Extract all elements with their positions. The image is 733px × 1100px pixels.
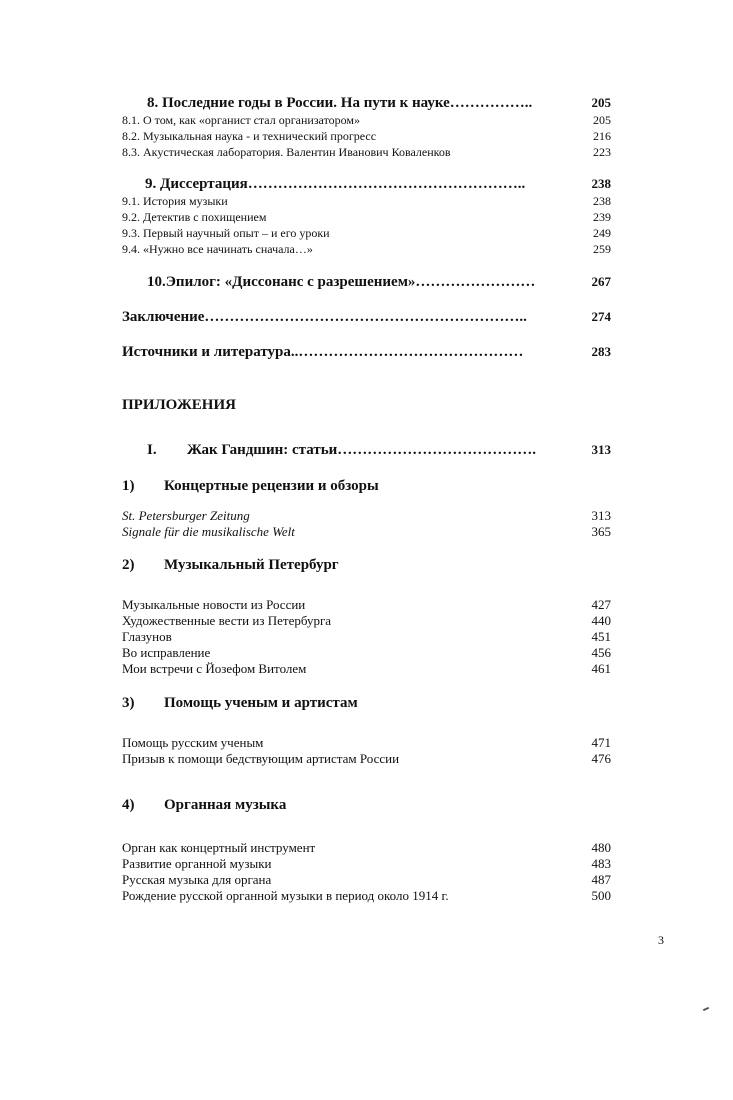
item-page: 456 [591,645,611,660]
subitem-page: 238 [593,194,611,208]
subitem-page: 249 [593,226,611,240]
item-title: St. Petersburger Zeitung [122,508,250,523]
toc-conclusion [0,308,733,326]
item-page: 483 [591,856,611,871]
item-title: Орган как концертный инструмент [122,840,316,855]
appendices-heading [0,396,733,414]
toc-subitem [0,240,733,258]
subitem-page: 205 [593,113,611,127]
section-number: 2) [122,557,135,573]
item-page: 480 [591,840,611,855]
toc-chapter [0,175,733,193]
item-title: Помощь русским ученым [122,735,264,750]
section-number: 4) [122,797,135,813]
subitem-title: 8.3. Акустическая лаборатория. Валентин Иванович Коваленков [122,145,451,159]
item-page: 451 [591,629,611,644]
chapter-page: 205 [591,95,611,110]
item-page: 476 [591,751,611,766]
chapter-title: 9. Диссертация……………………………………………….. [145,176,526,192]
item-title: Призыв к помощи бедствующим артистам России [122,751,400,766]
conclusion-page: 274 [591,309,611,324]
item-title: Во исправление [122,645,211,660]
section-title: Органная музыка [164,797,287,813]
chapter-title: 8. Последние годы в России. На пути к науке…………….. [147,95,533,111]
toc-section [0,796,733,814]
toc-section [0,477,733,495]
toc-section [0,556,733,574]
toc-section [0,694,733,712]
subitem-title: 9.4. «Нужно все начинать сначала…» [122,242,313,256]
toc-chapter [0,94,733,112]
part-page: 313 [591,442,611,457]
item-page: 487 [591,872,611,887]
subitem-title: 8.1. О том, как «органист стал организатором» [122,113,361,127]
scan-mark [703,1007,709,1011]
toc-item [0,660,733,678]
item-page: 461 [591,661,611,676]
item-page: 365 [591,524,611,539]
section-title: Музыкальный Петербург [164,557,339,573]
item-title: Художественные вести из Петербурга [122,613,332,628]
item-page: 500 [591,888,611,903]
toc-item [0,523,733,541]
toc-chapter [0,273,733,291]
chapter-page: 267 [591,274,611,289]
item-page: 440 [591,613,611,628]
appendices-title: ПРИЛОЖЕНИЯ [122,397,236,413]
toc-item [0,750,733,768]
page-number: 3 [658,933,664,947]
part-title: Жак Гандшин: статьи…………………………………. [187,442,537,458]
subitem-title: 9.1. История музыки [122,194,228,208]
subitem-page: 216 [593,129,611,143]
sources-title: Источники и литература..……………………………………… [122,344,524,360]
item-title: Мои встречи с Йозефом Витолем [122,661,307,676]
toc-sources [0,343,733,361]
subitem-page: 239 [593,210,611,224]
chapter-page: 238 [591,176,611,191]
item-title: Signale für die musikalische Welt [122,524,295,539]
item-page: 471 [591,735,611,750]
conclusion-title: Заключение……………………………………………………….. [122,309,527,325]
item-title: Русская музыка для органа [122,872,272,887]
chapter-title: 10.Эпилог: «Диссонанс с разрешением»…………………… [147,274,536,290]
section-number: 3) [122,695,135,711]
section-title: Концертные рецензии и обзоры [164,478,379,494]
subitem-page: 223 [593,145,611,159]
part-number: I. [147,442,157,458]
item-page: 313 [591,508,611,523]
subitem-title: 8.2. Музыкальная наука - и технический прогресс [122,129,377,143]
subitem-title: 9.2. Детектив с похищением [122,210,267,224]
toc-item [0,887,733,905]
item-title: Глазунов [122,629,172,644]
subitem-page: 259 [593,242,611,256]
subitem-title: 9.3. Первый научный опыт – и его уроки [122,226,330,240]
item-title: Музыкальные новости из России [122,597,306,612]
toc-subitem [0,143,733,161]
toc-part [0,441,733,459]
item-title: Рождение русской органной музыки в период около 1914 г. [122,888,449,903]
item-page: 427 [591,597,611,612]
section-number: 1) [122,478,135,494]
section-title: Помощь ученым и артистам [164,695,358,711]
sources-page: 283 [591,344,611,359]
item-title: Развитие органной музыки [122,856,272,871]
